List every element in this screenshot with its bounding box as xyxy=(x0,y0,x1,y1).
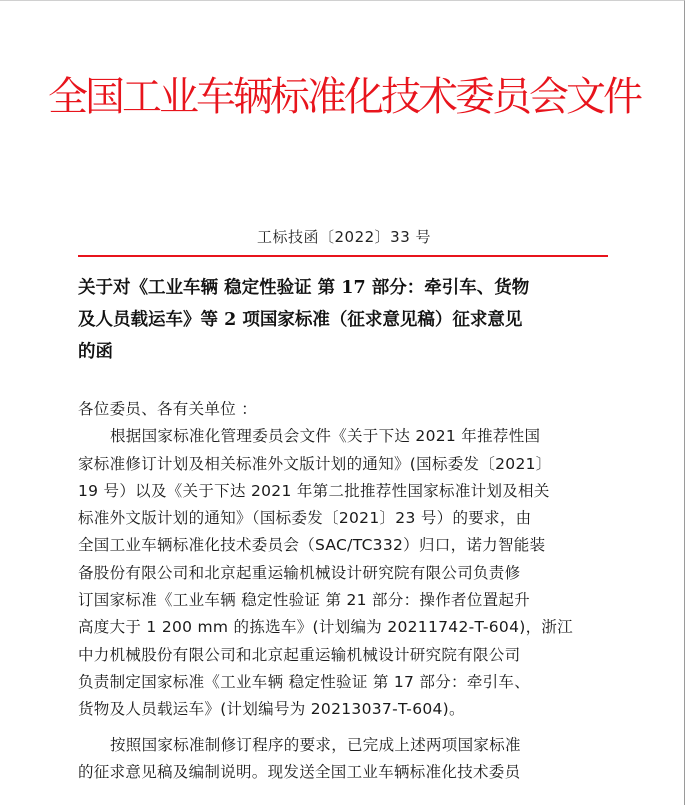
paragraph1-line: 负责制定国家标准《工业车辆 稳定性验证 第 17 部分：牵引车、 xyxy=(78,672,531,691)
red-divider-line xyxy=(78,255,608,257)
paragraph1-line: 家标准修订计划及相关标准外文版计划的通知》(国标委发〔2021〕 xyxy=(78,454,552,473)
paragraph2-line: 的征求意见稿及编制说明。现发送全国工业车辆标准化技术委员 xyxy=(78,762,521,781)
document-number: 工标技函〔2022〕33 号 xyxy=(256,228,432,246)
document-header-title: 全国工业车辆标准化技术委员会文件 xyxy=(48,74,640,120)
subject-line-3: 的函 xyxy=(78,342,113,362)
subject-line-1: 关于对《工业车辆 稳定性验证 第 17 部分：牵引车、货物 xyxy=(78,278,530,298)
paragraph1-line: 标准外文版计划的通知》（国标委发〔2021〕23 号）的要求，由 xyxy=(78,509,532,528)
paragraph-gap xyxy=(78,724,610,732)
paragraph1-line: 全国工业车辆标准化技术委员会（SAC/TC332）归口，诺力智能装 xyxy=(78,536,546,555)
paragraph1-line: 订国家标准《工业车辆 稳定性验证 第 21 部分：操作者位置起升 xyxy=(78,591,531,610)
paragraph1-line: 根据国家标准化管理委员会文件《关于下达 2021 年推荐性国 xyxy=(110,427,541,446)
subject-line-2: 及人员载运车》等 2 项国家标准（征求意见稿）征求意见 xyxy=(78,310,523,330)
paragraph1-line: 19 号）以及《关于下达 2021 年第二批推荐性国家标准计划及相关 xyxy=(78,481,550,500)
paragraph1-line: 高度大于 1 200 mm 的拣选车》(计划编为 20211742-T-604)，浙江 xyxy=(78,618,573,637)
document-subject xyxy=(78,272,610,368)
paragraph1-line: 中力机械股份有限公司和北京起重运输机械设计研究院有限公司 xyxy=(78,645,521,664)
paragraph1-line: 备股份有限公司和北京起重运输机械设计研究院有限公司负责修 xyxy=(78,563,521,582)
document-body xyxy=(78,396,610,786)
salutation: 各位委员、各有关单位 ： xyxy=(78,400,258,418)
paragraph1-line: 货物及人员载运车》(计划编号为 20213037-T-604)。 xyxy=(78,700,465,719)
paragraph2-line: 按照国家标准制修订程序的要求，已完成上述两项国家标准 xyxy=(110,735,521,754)
